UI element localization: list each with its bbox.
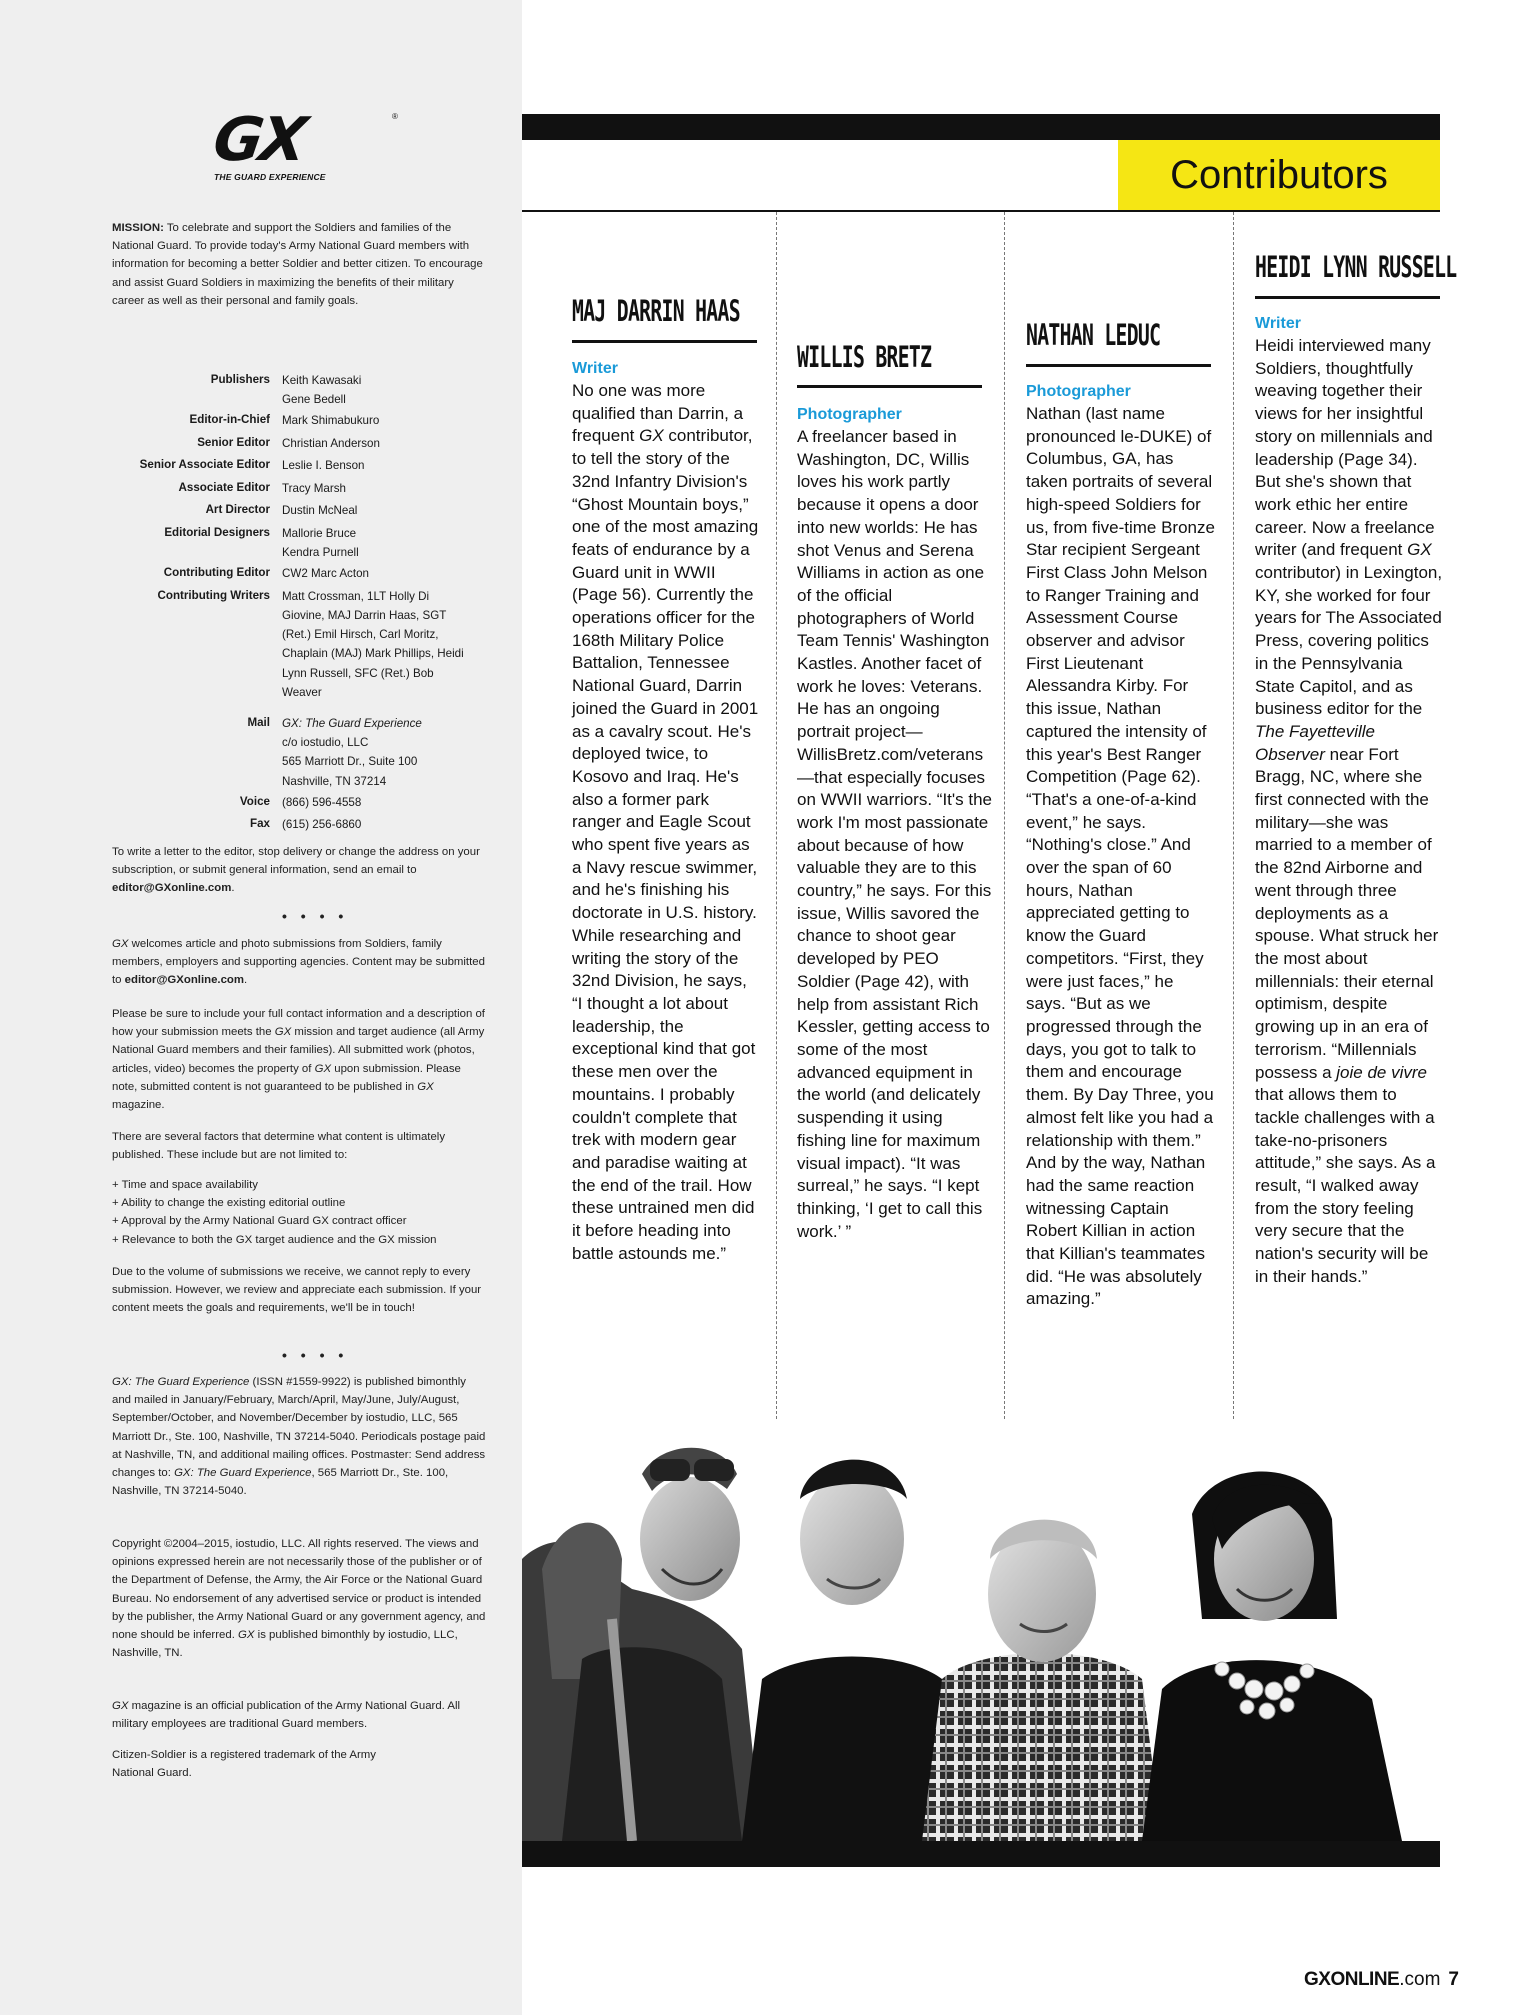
bio-text: contributor) in Lexington, KY, she worked for four years for The Associated Press, covering politics in the Pennsylvania State Capitol, and as business editor for the: [1255, 563, 1443, 719]
bio-italic: The Fayetteville Observer: [1255, 721, 1375, 764]
staff-role: Fax: [250, 817, 270, 831]
staff-name: 565 Marriott Dr., Suite 100: [282, 755, 418, 769]
publication-title: GX: The Guard Experience: [112, 1376, 250, 1388]
staff-name: Mark Shimabukuro: [282, 414, 380, 428]
contact-info-text: magazine.: [112, 1099, 165, 1112]
issn-text: (ISSN #1559-9922) is published bimonthly and mailed in January/February, March/April, May/June, July/August, September/October, and November/December by iostudio, LLC, 565 Marriott Dr., Ste. 100, Nashville, TN 37214-5040. Periodicals postage paid at Nashville, TN, and additional mailing offices. Postmaster: Send address changes to:: [112, 1376, 486, 1480]
factor-item: + Approval by the Army National Guard GX contract officer: [112, 1215, 407, 1228]
staff-name: Dustin McNeal: [282, 504, 358, 518]
letter-note: To write a letter to the editor, stop delivery or change the address on your subscription, or submit general information, send an email to editor@GXonline.com.: [112, 846, 480, 895]
staff-role: Mail: [247, 716, 270, 730]
staff-names: [282, 499, 502, 522]
staff-row: [112, 369, 502, 409]
publication-title: GX: The Guard Experience: [174, 1467, 312, 1480]
contributor-bio: [797, 426, 992, 1243]
staff-name: Tracy Marsh: [282, 481, 346, 495]
staff-role: Voice: [239, 794, 270, 808]
issn-text: , 565 Marriott Dr., Ste. 100, Nashville, TN 37214-5040.: [112, 1467, 449, 1498]
staff-name: Kendra Purnell: [282, 546, 359, 560]
contributor-role: Photographer: [797, 406, 902, 423]
gx-italic: GX: [314, 1062, 332, 1075]
page-number: 7: [1448, 1969, 1459, 1990]
staff-name: c/o iostudio, LLC: [282, 736, 369, 750]
factor-item: + Relevance to both the GX target audience and the GX mission: [112, 1233, 437, 1246]
staff-names: [282, 522, 502, 562]
staff-row: [112, 432, 502, 455]
logo-tagline: THE GUARD EXPERIENCE: [214, 172, 326, 182]
staff-name: Weaver: [282, 685, 322, 699]
staff-row: [112, 409, 502, 432]
contributor-name: HEIDI LYNN RUSSELL: [1255, 250, 1457, 284]
contact-info-note: [112, 1005, 488, 1114]
staff-role: Associate Editor: [178, 480, 270, 494]
staff-names: [282, 562, 502, 585]
staff-name: Christian Anderson: [282, 436, 380, 450]
staff-names: [282, 712, 502, 791]
staff-name: Giovine, MAJ Darrin Haas, SGT: [282, 609, 447, 623]
staff-names: [282, 409, 502, 432]
submissions-email-link[interactable]: editor@GXonline.com: [124, 974, 245, 987]
header-rule: [522, 210, 1440, 212]
staff-role: Editorial Designers: [164, 525, 270, 539]
staff-row: [112, 712, 502, 791]
gx-italic: GX: [417, 1080, 434, 1093]
copyright-text: Copyright ©2004–2015, iostudio, LLC. All rights reserved. The views and opinions expressed herein are not necessarily those of the publisher or of the Department of Defense, the Army, the Air Force or the National Guard Bureau. No endorsement of any advertised service or product is intended by the publisher, the Army National Guard or any government agency, and none should be inferred.: [112, 1538, 486, 1642]
staff-name: Leslie I. Benson: [282, 459, 365, 473]
contributor-role: Writer: [1255, 315, 1301, 332]
staff-row: [112, 562, 502, 585]
contributor-role: Writer: [572, 360, 618, 377]
name-rule: [797, 385, 982, 388]
site-tld: .com: [1399, 1969, 1441, 1990]
staff-list: [112, 369, 502, 836]
bottom-black-bar: [522, 1841, 1440, 1867]
submissions-text: welcomes article and photo submissions from Soldiers, family members, employers and supporting agencies. Content may be submitted to: [112, 938, 485, 987]
mission-label: MISSION:: [112, 222, 164, 234]
logo-wordmark: GX: [209, 105, 309, 175]
bio-italic: joie de vivre: [1336, 1062, 1427, 1082]
letter-text: To write a letter to the editor, stop delivery or change the address on your subscription, or submit general information, send an email to: [112, 846, 480, 877]
contact-info-text: mission and target audience (all Army National Guard members and their families). All submitted work (photos, articles, video) becomes the property of: [112, 1026, 485, 1075]
staff-name: (Ret.) Emil Hirsch, Carl Moritz,: [282, 628, 439, 642]
staff-role: Art Director: [205, 503, 270, 517]
official-note: [112, 1697, 488, 1733]
staff-row: [112, 813, 502, 836]
staff-name: CW2 Marc Acton: [282, 567, 369, 581]
contributor-name: NATHAN LEDUC: [1026, 318, 1161, 352]
staff-name: Keith Kawasaki: [282, 374, 362, 387]
staff-row: [112, 791, 502, 814]
staff-role: Publishers: [210, 373, 270, 386]
group-photo-illustration: [522, 1419, 1440, 1841]
column-divider: [776, 212, 777, 1419]
staff-role: Senior Editor: [197, 435, 270, 449]
contact-info-text: upon submission. Please note, submitted content is not guaranteed to be published in: [112, 1062, 461, 1093]
staff-name: (866) 596-4558: [282, 795, 362, 809]
contributor-bio: [1255, 335, 1445, 1289]
staff-names: [282, 454, 502, 477]
staff-name: Chaplain (MAJ) Mark Phillips, Heidi: [282, 647, 464, 661]
staff-role: Contributing Editor: [163, 566, 270, 580]
column-divider: [1233, 212, 1234, 1419]
page-title: Contributors: [1170, 153, 1388, 197]
separator-dots: • • • •: [282, 1347, 349, 1363]
staff-names: [282, 477, 502, 500]
staff-name: (615) 256-6860: [282, 818, 362, 832]
bio-text: contributor, to tell the story of the 32nd Infantry Division's “Ghost Mountain boys,” one of the most amazing feats of endurance by a Guard unit in WWII (Page 56). Currently the operations officer for the 168th Military Police Battalion, Tennessee National Guard, Darrin joined the Guard in 2001 as a cavalry scout. He's deployed twice, to Kosovo and Iraq. He's also a former park ranger and Eagle Scout who spent five years as a Navy rescue swimmer, and he's finishing his doctorate in U.S. history. While researching and writing the story of the 32nd Division, he says, “I thought a lot about leadership, the exceptional kind that got these men over the mountains. I probably couldn't complete that trek with modern gear and paradise waiting at the end of the trail. How these untrained men did it before heading into battle astounds me.”: [572, 426, 759, 1263]
bio-italic: GX: [1407, 540, 1432, 560]
section-title-box: [1118, 140, 1440, 210]
staff-name: Matt Crossman, 1LT Holly Di: [282, 589, 430, 603]
name-rule: [1255, 296, 1440, 299]
copyright-note: [112, 1535, 488, 1662]
issn-note: [112, 1373, 488, 1500]
top-black-bar: [522, 114, 1440, 140]
staff-row: [112, 522, 502, 562]
contact-info-text: Please be sure to include your full contact information and a description of how your submission meets the: [112, 1008, 485, 1039]
mission-statement: [112, 219, 488, 310]
factors-list: [112, 1176, 488, 1249]
copyright-text: is published bimonthly by iostudio, LLC, Nashville, TN.: [112, 1629, 458, 1660]
factor-item: + Ability to change the existing editorial outline: [112, 1197, 346, 1210]
bio-italic: GX: [639, 426, 664, 446]
logo-registered-mark: ®: [392, 112, 398, 121]
separator-dots: • • • •: [282, 908, 349, 924]
gx-italic: GX: [112, 1700, 129, 1712]
bio-text: No one was more qualified than Darrin, a frequent: [572, 381, 744, 446]
staff-names: [282, 369, 502, 409]
staff-role: Editor-in-Chief: [189, 413, 270, 427]
staff-name: Nashville, TN 37214: [282, 774, 387, 788]
gx-italic: GX: [112, 938, 129, 950]
bio-text: Heidi interviewed many Soldiers, thoughtfully weaving together their views for her insightful story on millennials and leadership (Page 34). But she's shown that work ethic her entire career. Now a freelance writer (and frequent: [1255, 336, 1435, 560]
submissions-note: GX welcomes article and photo submissions from Soldiers, family members, employers and supporting agencies. Content may be submitted to editor@GXonline.com.: [112, 938, 485, 987]
gx-italic: GX: [238, 1629, 255, 1642]
masthead-panel: [0, 0, 522, 2015]
staff-gap: [112, 702, 502, 712]
letter-email-link[interactable]: editor@GXonline.com: [112, 882, 232, 895]
staff-names: [282, 791, 502, 814]
staff-name: Lynn Russell, SFC (Ret.) Bob: [282, 666, 434, 680]
mission-text: To celebrate and support the Soldiers and families of the National Guard. To provide today's Army National Guard members with information for becoming a better Soldier and better citizen. To encourage and assist Guard Soldiers in maximizing the benefits of their military career as well as their personal and family goals.: [112, 222, 483, 307]
page-footer: [1304, 1969, 1459, 1991]
factor-item: + Time and space availability: [112, 1179, 258, 1191]
bio-text: that allows them to tackle challenges with a take-no-prisoners attitude,” she says. As a result, “I walked away from the story feeling very secure that the nation's security will be in their hands.”: [1255, 1085, 1436, 1286]
volume-note: Due to the volume of submissions we receive, we cannot reply to every submission. However, we review and appreciate each submission. If your content meets the goals and requirements, we'll be in touch!: [112, 1266, 482, 1315]
bio-text: near Fort Bragg, NC, where she first connected with the military—she was married to a member of the 82nd Airborne and went through three deployments as a spouse. What struck her the most about millennials: their eternal optimism, despite growing up in an era of terrorism. “Millennials possess a: [1255, 744, 1439, 1082]
contributor-role: Photographer: [1026, 383, 1131, 400]
gx-italic: GX: [274, 1026, 292, 1039]
staff-row: [112, 499, 502, 522]
contributors-group-photo: [522, 1419, 1440, 1841]
staff-row: [112, 454, 502, 477]
staff-row: [112, 477, 502, 500]
name-rule: [572, 340, 757, 343]
contributor-name: MAJ DARRIN HAAS: [572, 294, 740, 328]
column-divider: [1004, 212, 1005, 1419]
contributor-bio: [572, 380, 760, 1265]
staff-role: Contributing Writers: [157, 588, 270, 602]
staff-names: [282, 585, 502, 702]
factors-intro: There are several factors that determine what content is ultimately published. These include but are not limited to:: [112, 1131, 446, 1162]
contributor-bio: [1026, 403, 1216, 1311]
contributor-name: WILLIS BRETZ: [797, 340, 932, 374]
official-text: magazine is an official publication of the Army National Guard. All military employees are traditional Guard members.: [112, 1700, 461, 1731]
site-name: GXONLINE: [1304, 1969, 1400, 1990]
staff-names: [282, 432, 502, 455]
bio-text: Nathan (last name pronounced le-DUKE) of Columbus, GA, has taken portraits of several high-speed Soldiers for us, from five-time Bronze Star recipient Sergeant First Class John Melson to Ranger Training and Assessment Course observer and advisor First Lieutenant Alessandra Kirby. For this issue, Nathan captured the intensity of this year's Best Ranger Competition (Page 62). “That's a one-of-a-kind event,” he says. “Nothing's close.” And over the span of 60 hours, Nathan appreciated getting to know the Guard competitors. “First, they were just faces,” he says. “But as we progressed through the days, you got to talk to them and encourage them. By Day Three, you almost felt like you had a relationship with them.” And by the way, Nathan had the same reaction witnessing Captain Robert Killian in action that Killian's teammates did. “He was absolutely amazing.”: [1026, 404, 1215, 1309]
trademark-note: Citizen-Soldier is a registered trademark of the Army National Guard.: [112, 1749, 376, 1780]
staff-name: Gene Bedell: [282, 393, 346, 407]
staff-row: [112, 585, 502, 702]
bio-text: A freelancer based in Washington, DC, Willis loves his work partly because it opens a door into new worlds: He has shot Venus and Serena Williams in action as one of the official photographers of World Team Tennis' Washington Kastles. Another facet of work he loves: Veterans. He has an ongoing portrait project—WillisBretz.com/veterans—that especially focuses on WWII warriors. “It's the work I'm most passionate about because of how valuable they are to this country,” he says. For this issue, Willis savored the chance to shoot gear developed by PEO Soldier (Page 42), with help from assistant Rich Kessler, getting access to some of the most advanced equipment in the world (and delicately suspending it using fishing line for maximum visual impact). “It was surreal,” he says. “I kept thinking, ‘I get to call this work.’ ”: [797, 427, 992, 1241]
gx-logo: [209, 105, 398, 182]
staff-name: GX: The Guard Experience: [282, 717, 422, 731]
staff-role: Senior Associate Editor: [139, 458, 270, 472]
staff-names: [282, 813, 502, 836]
name-rule: [1026, 364, 1211, 367]
staff-name: Mallorie Bruce: [282, 526, 357, 540]
